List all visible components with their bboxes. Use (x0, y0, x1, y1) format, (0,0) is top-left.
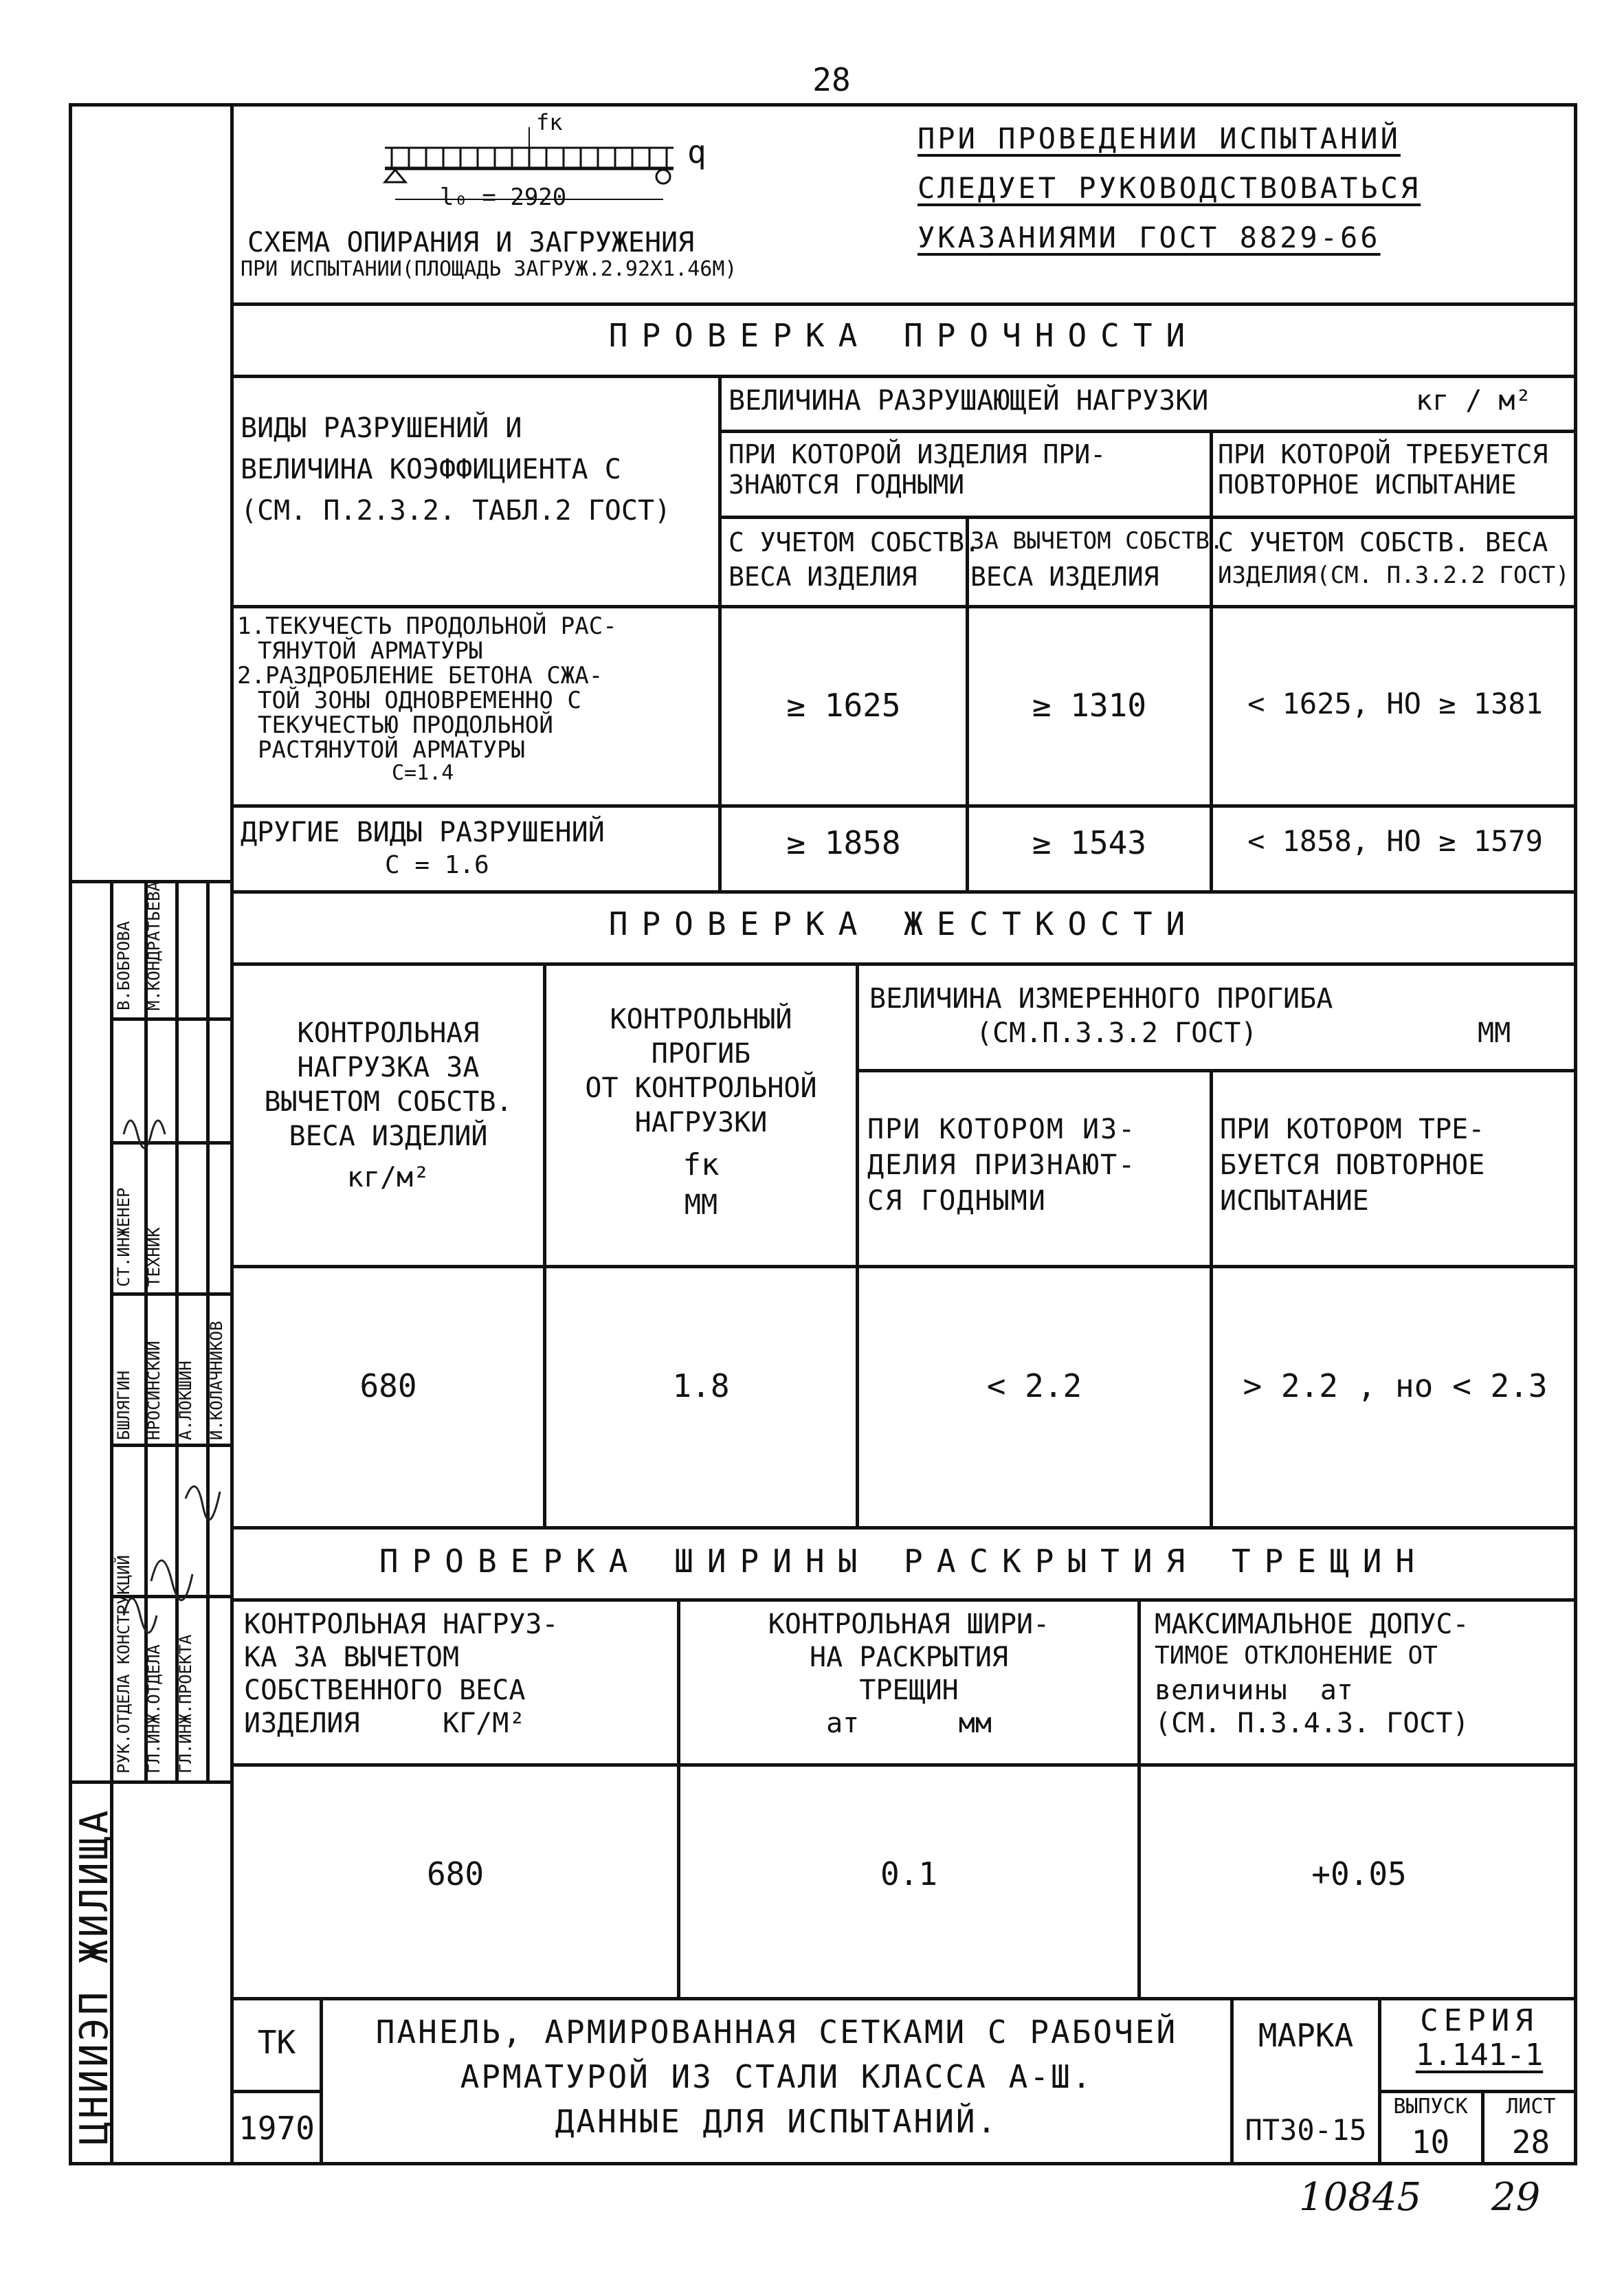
tb-description: АРМАТУРОЙ ИЗ СТАЛИ КЛАССА А-Ш. (460, 2058, 1093, 2095)
col-header: С УЧЕТОМ СОБСТВ. ВЕСА (1218, 527, 1548, 558)
stiffness-title: ПРОВЕРКА ЖЕСТКОСТИ (608, 905, 1199, 942)
crack-value: 0.1 (880, 1855, 938, 1892)
tb-year: 1970 (238, 2110, 315, 2147)
stiff-h1: ВЕСА ИЗДЕЛИЙ (289, 1121, 488, 1152)
crack-h2: aт мм (826, 1708, 992, 1739)
crack-h1: КОНТРОЛЬНАЯ НАГРУЗ- (244, 1609, 559, 1640)
test-note: ПРИ ПРОВЕДЕНИИ ИСПЫТАНИЙ (917, 122, 1401, 155)
stiff-h1: КОНТРОЛЬНАЯ (297, 1017, 480, 1049)
stiff-h5: БУЕТСЯ ПОВТОРНОЕ (1220, 1149, 1485, 1181)
sidebar-role: ГЛ.ИНЖ.ПРОЕКТА (176, 1634, 195, 1774)
failure-header: (СМ. П.2.3.2. ТАБЛ.2 ГОСТ) (241, 495, 671, 527)
failure-header: ВИДЫ РАЗРУШЕНИЙ И (241, 412, 522, 444)
sidebar-name: БШЛЯГИН (114, 1370, 133, 1440)
stiff-h5: ИСПЫТАНИЕ (1220, 1185, 1369, 1217)
accepted-header: ЗНАЮТСЯ ГОДНЫМИ (728, 470, 965, 500)
sidebar-name: В.БОБРОВА (114, 920, 133, 1011)
tb-description: ДАННЫЕ ДЛЯ ИСПЫТАНИЙ. (555, 2103, 999, 2140)
stiff-h3: ВЕЛИЧИНА ИЗМЕРЕННОГО ПРОГИБА (869, 983, 1333, 1015)
sidebar-role: ТЕХНИК (144, 1227, 164, 1287)
sidebar-name: А.ЛОКШИН (176, 1360, 195, 1440)
page-number: 28 (812, 61, 851, 98)
tb-marka-value: ПТ30-15 (1245, 2113, 1367, 2147)
strength-title: ПРОВЕРКА ПРОЧНОСТИ (608, 317, 1199, 354)
stiff-h3-unit: ММ (1478, 1017, 1511, 1049)
crack-h1: КА ЗА ВЫЧЕТОМ (244, 1642, 460, 1673)
tb-issue-value: 10 (1411, 2123, 1450, 2161)
stiff-h2: ПРОГИБ (651, 1038, 751, 1070)
row1-text: ТОЙ ЗОНЫ ОДНОВРЕМЕННО С (258, 687, 581, 714)
handwritten-number: 10845 (1299, 2175, 1422, 2220)
crack-h2: КОНТРОЛЬНАЯ ШИРИ- (768, 1609, 1050, 1640)
test-note: СЛЕДУЕТ РУКОВОДСТВОВАТЬСЯ (917, 171, 1421, 205)
row1-text: ТЯНУТОЙ АРМАТУРЫ (258, 637, 483, 665)
sidebar-role: РУК.ОТДЕЛА КОНСТРУКЦИЙ (114, 1555, 133, 1774)
test-note: УКАЗАНИЯМИ ГОСТ 8829-66 (917, 221, 1381, 254)
stiff-h3: (СМ.П.3.3.2 ГОСТ) (976, 1017, 1258, 1049)
row1-text: РАСТЯНУТОЙ АРМАТУРЫ (258, 736, 525, 764)
crack-h3: ТИМОЕ ОТКЛОНЕНИЕ ОТ (1155, 1642, 1438, 1670)
stiff-h4: СЯ ГОДНЫМИ (867, 1185, 1047, 1217)
stiff-h2: КОНТРОЛЬНЫЙ (610, 1004, 792, 1035)
col-header: ВЕСА ИЗДЕЛИЯ (728, 562, 917, 592)
row1-text: 2.РАЗДРОБЛЕНИЕ БЕТОНА СЖА- (237, 662, 603, 689)
stiff-h4: ДЕЛИЯ ПРИЗНАЮТ- (867, 1149, 1137, 1181)
col-header: С УЧЕТОМ СОБСТВ. (728, 527, 981, 558)
failure-header: ВЕЛИЧИНА КОЭФФИЦИЕНТА С (241, 454, 621, 485)
stiff-h5: ПРИ КОТОРОМ ТРЕ- (1220, 1114, 1485, 1145)
retest-header: ПРИ КОТОРОЙ ТРЕБУЕТСЯ (1218, 439, 1548, 470)
stiff-h4: ПРИ КОТОРОМ ИЗ- (867, 1114, 1137, 1145)
stiff-h1: ВЫЧЕТОМ СОБСТВ. (264, 1086, 513, 1118)
crack-value: +0.05 (1311, 1855, 1407, 1892)
crack-value: 680 (426, 1855, 485, 1892)
sidebar-role: ГЛ.ИНЖ.ОТДЕЛА (144, 1644, 164, 1774)
row1-value: < 1625, НО ≥ 1381 (1247, 687, 1543, 720)
row1-text: С=1.4 (392, 761, 454, 785)
tb-series-label: СЕРИЯ (1420, 2003, 1539, 2038)
scheme-caption: ПРИ ИСПЫТАНИИ(ПЛОЩАДЬ ЗАГРУЖ.2.92Х1.46М) (241, 257, 737, 281)
stiff-h1: кг/м² (346, 1162, 430, 1193)
retest-header: ПОВТОРНОЕ ИСПЫТАНИЕ (1218, 470, 1517, 500)
stiff-h2: ММ (684, 1189, 718, 1221)
tb-issue-label: ВЫПУСК (1393, 2095, 1468, 2119)
load-unit: кг / м² (1416, 385, 1532, 417)
crack-title: ПРОВЕРКА ШИРИНЫ РАСКРЫТИЯ ТРЕЩИН (379, 1543, 1429, 1580)
row2-text: С = 1.6 (385, 851, 489, 879)
accepted-header: ПРИ КОТОРОЙ ИЗДЕЛИЯ ПРИ- (728, 439, 1106, 470)
crack-h3: величины aт (1155, 1675, 1353, 1706)
crack-h3: (СМ. П.3.4.3. ГОСТ) (1155, 1708, 1469, 1739)
row1-value: ≥ 1625 (786, 687, 901, 724)
signatures (110, 1017, 230, 1780)
tb-sheet-label: ЛИСТ (1506, 2095, 1556, 2119)
row1-text: ТЕКУЧЕСТЬЮ ПРОДОЛЬНОЙ (258, 711, 553, 739)
col-header: ВЕСА ИЗДЕЛИЯ (970, 562, 1159, 592)
crack-h2: НА РАСКРЫТИЯ (810, 1642, 1008, 1673)
row2-text: ДРУГИЕ ВИДЫ РАЗРУШЕНИЙ (241, 817, 605, 848)
sidebar-role: СТ.ИНЖЕНЕР (114, 1187, 133, 1287)
stiff-h1: НАГРУЗКА ЗА (297, 1052, 480, 1083)
tb-marka-label: МАРКА (1258, 2017, 1354, 2054)
stiff-h2: НАГРУЗКИ (634, 1107, 768, 1138)
crack-h2: ТРЕЩИН (859, 1675, 959, 1706)
tb-sheet-value: 28 (1511, 2123, 1550, 2161)
load-symbol: q (687, 133, 707, 170)
tb-description: ПАНЕЛЬ, АРМИРОВАННАЯ СЕТКАМИ С РАБОЧЕЙ (375, 2013, 1178, 2051)
crack-h1: ИЗДЕЛИЯ КГ/М² (244, 1708, 526, 1739)
sidebar-name: М.КОНДРАТЬЕВА (144, 881, 164, 1011)
row1-text: 1.ТЕКУЧЕСТЬ ПРОДОЛЬНОЙ РАС- (237, 612, 617, 640)
col-header: ИЗДЕЛИЯ(СМ. П.3.2.2 ГОСТ) (1218, 562, 1570, 589)
tb-series-value: 1.141-1 (1415, 2038, 1544, 2073)
span-label: l₀ = 2920 (440, 184, 567, 211)
col-header: ЗА ВЫЧЕТОМ СОБСТВ. (970, 527, 1224, 555)
row2-value: ≥ 1543 (1032, 824, 1147, 861)
row2-value: ≥ 1858 (786, 824, 901, 861)
scheme-caption: СХЕМА ОПИРАНИЯ И ЗАГРУЖЕНИЯ (247, 227, 695, 258)
crack-h1: СОБСТВЕННОГО ВЕСА (244, 1675, 526, 1706)
stiff-value: 680 (359, 1367, 417, 1404)
stiff-value: > 2.2 , но < 2.3 (1243, 1367, 1548, 1404)
handwritten-page: 29 (1491, 2175, 1541, 2220)
crack-h3: МАКСИМАЛЬНОЕ ДОПУС- (1155, 1609, 1469, 1640)
stiff-value: 1.8 (672, 1367, 730, 1404)
sidebar-org: ЦНИИЭП ЖИЛИЩА (72, 1807, 117, 2145)
row1-value: ≥ 1310 (1032, 687, 1147, 724)
row2-value: < 1858, НО ≥ 1579 (1247, 824, 1543, 858)
tb-code: ТК (257, 2024, 296, 2061)
stiff-value: < 2.2 (986, 1367, 1082, 1404)
stiff-h2: fк (682, 1147, 720, 1182)
stiff-h2: ОТ КОНТРОЛЬНОЙ (585, 1072, 817, 1104)
deflection-symbol: fк (536, 109, 563, 135)
load-header: ВЕЛИЧИНА РАЗРУШАЮЩЕЙ НАГРУЗКИ (728, 385, 1209, 417)
sidebar-name: И.КОЛАЧНИКОВ (207, 1321, 226, 1440)
sidebar-name: НРОСИНСКИЙ (144, 1340, 164, 1440)
